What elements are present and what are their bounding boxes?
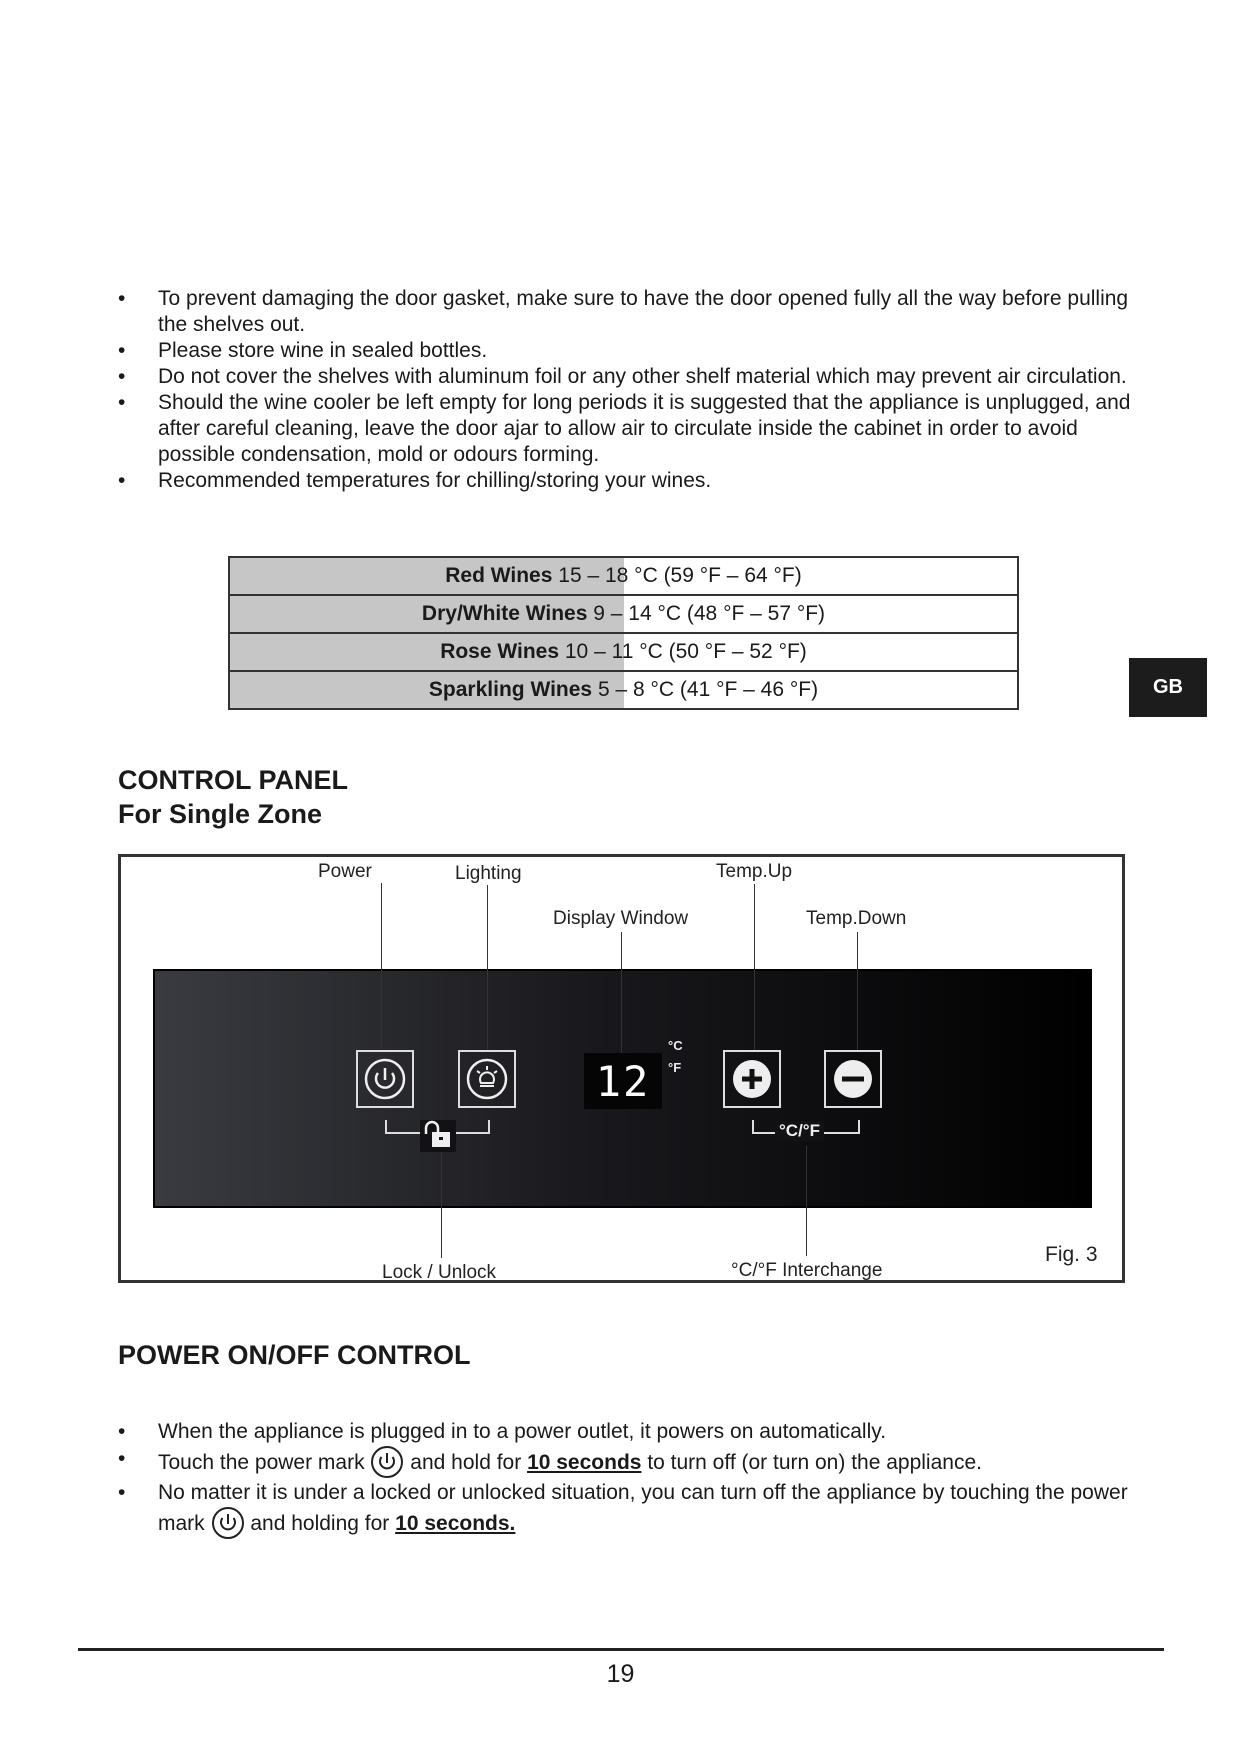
intro-bullet-list (118, 286, 1133, 494)
list-item: • Should the wine cooler be left empty for long periods it is suggested that the appliance is unplugged, and after careful cleaning, leave the door ajar to allow air to circulate inside the cabinet in order to avoid possible condensation, mold or odours forming. (118, 391, 1131, 466)
wine-range: 9 – 14 °C (48 °F – 57 °F) (593, 602, 826, 625)
power-button[interactable] (356, 1050, 414, 1108)
unit-toggle-label: °C/°F (775, 1121, 824, 1141)
plus-icon (730, 1057, 774, 1101)
list-item: • Touch the power mark and hold for 10 seconds to turn off (or turn on) the appliance. (118, 1445, 1133, 1479)
unit-fahrenheit: °F (668, 1060, 682, 1075)
control-panel-title: CONTROL PANEL (118, 765, 349, 795)
list-item: • When the appliance is plugged in to a power outlet, it powers on automatically. (118, 1420, 887, 1443)
wine-range: 10 – 11 °C (50 °F – 52 °F) (564, 640, 807, 663)
list-item: • Do not cover the shelves with aluminum foil or any other shelf material which may prevent air circulation. (118, 365, 1127, 388)
label-temp-down: Temp.Down (806, 908, 907, 929)
power-section-title: POWER ON/OFF CONTROL (118, 1340, 471, 1370)
temp-down-button[interactable] (824, 1050, 882, 1108)
wine-temperature-table (228, 556, 1019, 710)
leader-line (381, 883, 382, 1051)
power-icon (370, 1445, 404, 1479)
control-panel-subtitle: For Single Zone (118, 799, 323, 829)
leader-line (857, 932, 858, 1051)
temperature-display: 12 (584, 1053, 662, 1109)
list-item: • To prevent damaging the door gasket, make sure to have the door opened fully all the way before pulling the shelves out. (118, 287, 1129, 336)
leader-line (487, 885, 488, 1051)
figure-caption: Fig. 3 (1045, 1243, 1098, 1266)
list-item: • Recommended temperatures for chilling/storing your wines. (118, 469, 712, 492)
wine-range: 5 – 8 °C (41 °F – 46 °F) (597, 678, 819, 701)
wine-name: Red Wines (445, 564, 553, 587)
footer-divider (78, 1648, 1164, 1651)
wine-name: Rose Wines (440, 640, 560, 663)
leader-line (441, 1146, 442, 1258)
table-row (229, 671, 1018, 709)
temp-up-button[interactable] (723, 1050, 781, 1108)
unit-celsius: °C (668, 1038, 683, 1053)
power-icon (363, 1057, 407, 1101)
power-icon (211, 1506, 245, 1540)
label-display-window: Display Window (553, 908, 689, 929)
label-temp-up: Temp.Up (716, 861, 793, 882)
list-item: • No matter it is under a locked or unlocked situation, you can turn off the appliance by touching the power mark and holding for 10 seconds. (118, 1479, 1133, 1540)
label-interchange: °C/°F Interchange (731, 1260, 883, 1281)
table-row (229, 557, 1018, 595)
padlock-icon (420, 1120, 456, 1152)
language-tab: GB (1129, 658, 1207, 717)
wine-name: Dry/White Wines (421, 602, 588, 625)
table-row (229, 595, 1018, 633)
list-item: • Please store wine in sealed bottles. (118, 339, 488, 362)
table-row (229, 633, 1018, 671)
label-lock-unlock: Lock / Unlock (382, 1262, 497, 1283)
power-bullet-list (118, 1418, 1133, 1540)
minus-icon (831, 1057, 875, 1101)
leader-line (806, 1146, 807, 1256)
leader-line (621, 932, 622, 1053)
wine-name: Sparkling Wines (428, 678, 593, 701)
label-lighting: Lighting (455, 863, 522, 884)
leader-line (754, 884, 755, 1051)
page-number: 19 (606, 1660, 635, 1688)
light-bulb-icon (465, 1057, 509, 1101)
lighting-button[interactable] (458, 1050, 516, 1108)
wine-range: 15 – 18 °C (59 °F – 64 °F) (558, 564, 802, 587)
label-power: Power (318, 861, 372, 882)
